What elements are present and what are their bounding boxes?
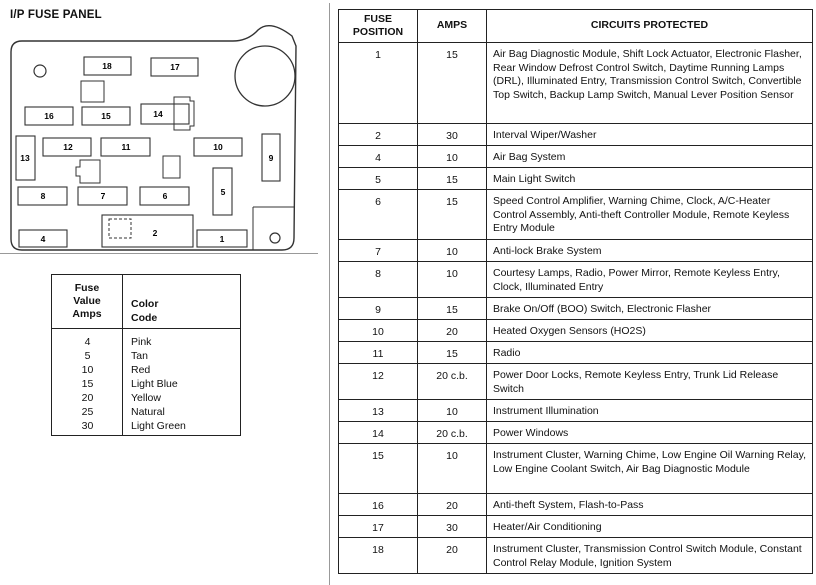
table-row: 10 20 Heated Oxygen Sensors (HO2S) — [339, 320, 813, 342]
table-row: 1 15 Air Bag Diagnostic Module, Shift Lock Actuator, Electronic Flasher, Rear Window Defrost Control Switch, Daytime Running Lamps (DRL), Illuminated Entry, Transmission Control Switch, Convertible Top Switch, Backup Lamp Switch, Manual Lever Position Sensor — [339, 43, 813, 124]
header-fuse-position: FUSE POSITION — [339, 10, 418, 43]
panel-title: I/P FUSE PANEL — [10, 9, 102, 21]
mount-hole-left — [34, 65, 46, 77]
svg-text:1: 1 — [219, 234, 225, 244]
column-divider — [329, 3, 330, 585]
relay-slot-4 — [163, 156, 180, 178]
svg-text:7: 7 — [100, 191, 106, 201]
table-row: 14 20 c.b. Power Windows — [339, 422, 813, 444]
color-code-legend — [51, 274, 241, 436]
legend-header-color: Color Code — [122, 275, 240, 329]
fuse-5 — [213, 168, 232, 215]
svg-text:4: 4 — [40, 234, 46, 244]
table-row: 15 10 Instrument Cluster, Warning Chime, Low Engine Oil Warning Relay, Low Engine Coolant Switch, Air Bag Diagnostic Module — [339, 444, 813, 494]
header-circuits: CIRCUITS PROTECTED — [487, 10, 813, 43]
legend-row: 25 Natural — [81, 406, 165, 418]
fuse-table — [338, 9, 813, 574]
fuse-4 — [19, 230, 67, 247]
fuse-14 — [141, 104, 189, 124]
legend-row: 15 Light Blue — [81, 378, 178, 390]
svg-text:17: 17 — [170, 62, 180, 72]
relay-slot-1 — [81, 81, 104, 102]
table-row: 16 20 Anti-theft System, Flash-to-Pass — [339, 494, 813, 516]
fuse-7 — [78, 187, 127, 205]
svg-text:8: 8 — [40, 191, 46, 201]
legend-header-amps: Fuse Value Amps — [52, 275, 123, 329]
svg-text:14: 14 — [153, 109, 163, 119]
svg-text:16: 16 — [44, 111, 54, 121]
legend-row: 4 Pink — [84, 336, 152, 348]
svg-text:15: 15 — [101, 111, 111, 121]
svg-text:9: 9 — [268, 153, 274, 163]
fuse-13 — [16, 136, 35, 180]
header-amps: AMPS — [418, 10, 487, 43]
table-row: 13 10 Instrument Illumination — [339, 400, 813, 422]
svg-text:6: 6 — [162, 191, 168, 201]
fuse-8 — [18, 187, 67, 205]
fuse-10 — [194, 138, 242, 156]
fuse-6 — [140, 187, 189, 205]
table-row: 9 15 Brake On/Off (BOO) Switch, Electronic Flasher — [339, 298, 813, 320]
fuse-15 — [82, 107, 130, 125]
legend-row: 5 Tan — [84, 350, 148, 362]
svg-text:11: 11 — [121, 142, 131, 152]
fuse-17 — [151, 58, 198, 76]
svg-text:10: 10 — [213, 142, 223, 152]
legend-row: 10 Red — [81, 364, 151, 376]
fuse-1 — [197, 230, 247, 247]
legend-row: 20 Yellow — [81, 392, 161, 404]
section-divider — [0, 253, 318, 254]
table-row: 5 15 Main Light Switch — [339, 168, 813, 190]
table-row: 2 30 Interval Wiper/Washer — [339, 124, 813, 146]
table-row: 12 20 c.b. Power Door Locks, Remote Keyless Entry, Trunk Lid Release Switch — [339, 364, 813, 400]
svg-text:13: 13 — [20, 153, 30, 163]
legend-row: 30 Light Green — [81, 420, 186, 432]
large-relay-circle — [235, 46, 295, 106]
table-row: 11 15 Radio — [339, 342, 813, 364]
mount-hole-right — [270, 233, 280, 243]
svg-text:5: 5 — [220, 187, 226, 197]
svg-text:2: 2 — [152, 228, 158, 238]
relay-slot-3 — [76, 160, 100, 183]
fuse-panel-diagram — [0, 0, 330, 260]
relay-slot-2 — [174, 97, 194, 130]
table-row: 4 10 Air Bag System — [339, 146, 813, 168]
table-row: 8 10 Courtesy Lamps, Radio, Power Mirror, Remote Keyless Entry, Clock, Illuminated Entry — [339, 262, 813, 298]
table-row: 7 10 Anti-lock Brake System — [339, 240, 813, 262]
fuse-2 — [102, 215, 193, 247]
table-row: 6 15 Speed Control Amplifier, Warning Chime, Clock, A/C-Heater Control Assembly, Anti-theft Controller Module, Remote Keyless Entry Module — [339, 190, 813, 240]
svg-text:12: 12 — [63, 142, 73, 152]
fuse-12 — [43, 138, 91, 156]
fuse-16 — [25, 107, 73, 125]
svg-text:18: 18 — [102, 61, 112, 71]
table-row: 18 20 Instrument Cluster, Transmission Control Switch Module, Constant Control Relay Module, Ignition System — [339, 538, 813, 574]
relay-slot-5 — [109, 219, 131, 238]
fuse-18 — [84, 57, 131, 75]
fuse-11 — [101, 138, 150, 156]
fuse-9 — [262, 134, 280, 181]
table-row: 17 30 Heater/Air Conditioning — [339, 516, 813, 538]
